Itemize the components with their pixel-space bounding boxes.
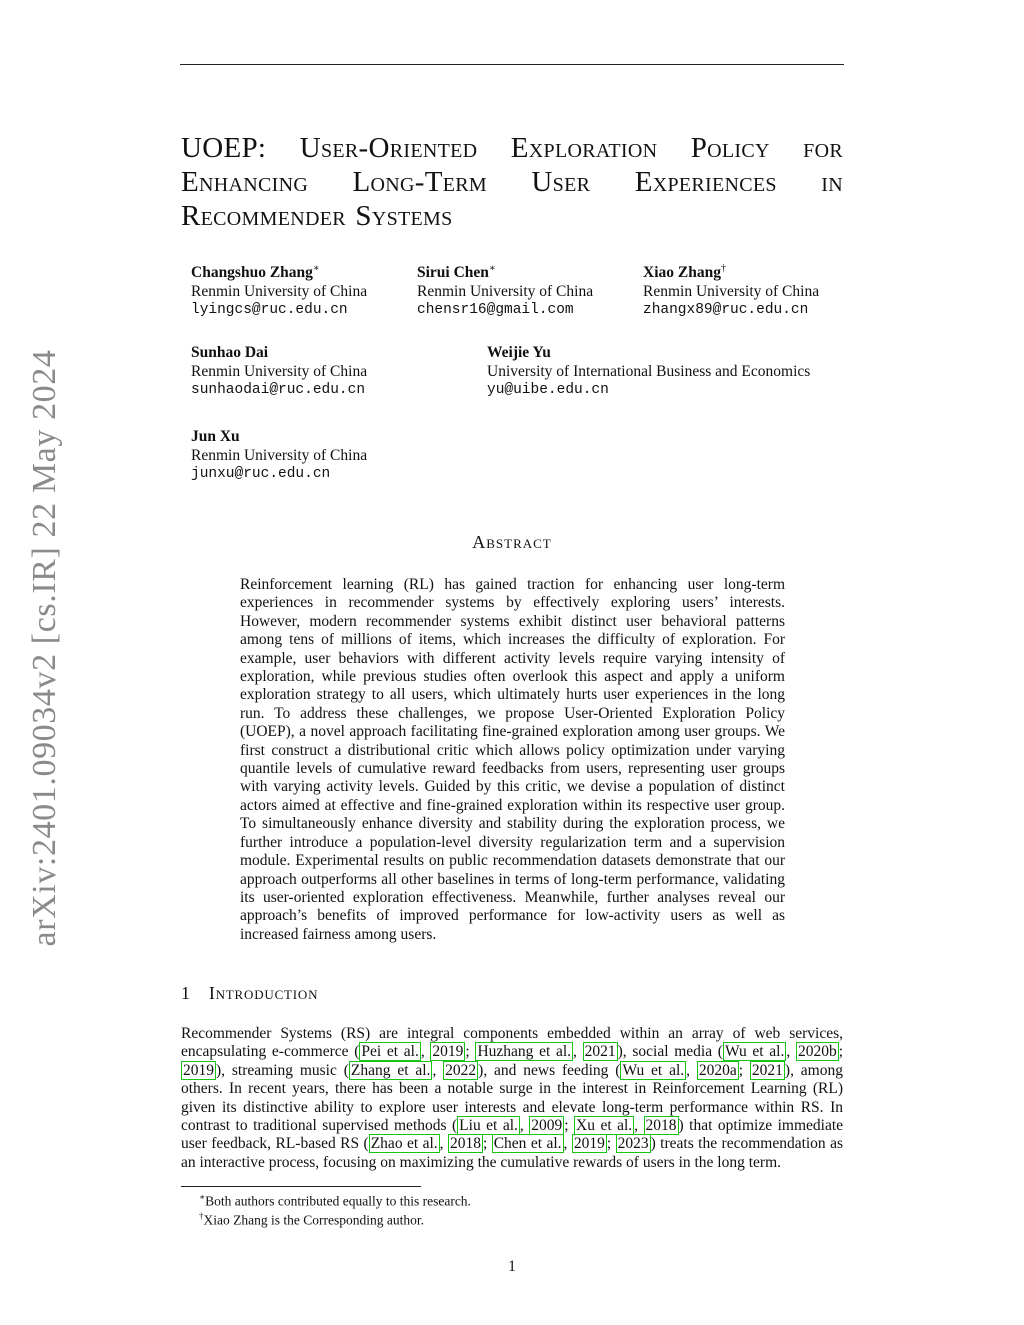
author-name: Xiao Zhang xyxy=(643,264,721,282)
body-text: ), streaming music ( xyxy=(216,1061,349,1079)
author-email[interactable]: chensr16@gmail.com xyxy=(417,302,574,319)
abstract-text: Reinforcement learning (RL) has gained traction for enhancing user long-term experiences in recommender systems by effectively exploring users’ interests. However, modern recommender systems exhibit distinct user behavioral patterns among tens of millions of items, which increases the difficulty of exploration. For example, user behaviors with different activity levels require varying intensity of exploration, while previous studies often overlook this aspect and apply a uniform exploration strategy to all users, which ultimately hurts user experiences in the long run. To address these challenges, we propose User-Oriented Exploration Policy (UOEP), a novel approach facilitating fine-grained exploration among user groups. We first construct a distributional critic which allows policy optimization under varying quantile levels of cumulative reward feedbacks from users, representing user groups with varying activity levels. Guided by this critic, we devise a population of distinct actors aimed at effective and fine-grained exploration within its respective user group. To simultaneously enhance diversity and stability during the exploration process, we further introduce a population-level diversity regularization term and a supervision module. Experimental results on public recommendation datasets demonstrate that our approach outperforms all other baselines in terms of long-term performance, validating its user-oriented exploration effectiveness. Meanwhile, further analyses reveal our approach’s benefits of improved performance for low-activity users as well as increased fairness among users. xyxy=(240,576,785,943)
section-number: 1 xyxy=(181,983,191,1003)
author-block xyxy=(191,343,367,400)
body-text: ; xyxy=(606,1135,616,1153)
body-text: ; xyxy=(564,1117,575,1135)
author-affiliation: Renmin University of China xyxy=(191,283,368,301)
author-block xyxy=(417,259,593,320)
citation-link[interactable]: 2021 xyxy=(751,1061,783,1079)
citation-link[interactable]: 2009 xyxy=(531,1117,563,1135)
author-mark: ∗ xyxy=(488,263,496,274)
citation-link[interactable]: 2019 xyxy=(183,1061,214,1079)
abstract-heading: Abstract xyxy=(472,532,552,552)
citation-link[interactable]: 2021 xyxy=(584,1043,616,1061)
body-text: Recommender Systems (RS) are integral components embedded within an array of web services, encapsulating e-commerce ( xyxy=(181,1025,843,1061)
citation-link[interactable]: Xu et al. xyxy=(576,1117,633,1135)
citation-link[interactable]: 2018 xyxy=(645,1117,677,1135)
author-email[interactable]: yu@uibe.edu.cn xyxy=(487,382,609,398)
footnote-rule xyxy=(181,1186,421,1187)
citation-link[interactable]: Huzhang et al. xyxy=(477,1043,572,1061)
citation-link[interactable]: 2022 xyxy=(445,1061,477,1079)
citation-link[interactable]: Zhao et al. xyxy=(370,1135,438,1153)
body-text: ), social media ( xyxy=(617,1043,723,1061)
citation-link[interactable]: 2020a xyxy=(698,1061,737,1079)
footnote-text: Xiao Zhang is the Corresponding author. xyxy=(203,1212,424,1228)
author-mark: ∗ xyxy=(312,263,320,274)
citation-link[interactable]: 2023 xyxy=(617,1135,649,1153)
author-email[interactable]: sunhaodai@ruc.edu.cn xyxy=(191,382,366,398)
author-name: Sirui Chen xyxy=(417,264,489,282)
body-text: ; xyxy=(465,1043,476,1061)
author-email[interactable]: zhangx89@ruc.edu.cn xyxy=(643,302,809,319)
body-text: ) that optimize immediate user feedback, RL-based RS ( xyxy=(181,1117,844,1153)
paper-title xyxy=(181,131,843,233)
citation-link[interactable]: Liu et al. xyxy=(459,1117,518,1135)
footnote xyxy=(199,1208,424,1229)
author-name: Sunhao Dai xyxy=(191,344,269,361)
author-block xyxy=(643,259,819,320)
body-text: ), among others. In recent years, there has been a notable surge in the interest in Reinforcement Learning (RL) given its distinctive ability to explore user interests and elevate long-term performance within RS. In contrast to traditional supervised methods ( xyxy=(181,1061,843,1135)
title-line-3: Recommender Systems xyxy=(181,200,453,232)
title-line-1: UOEP: User-Oriented Exploration Policy for xyxy=(181,132,843,164)
footnote xyxy=(199,1189,471,1210)
footnote-mark: ∗ xyxy=(199,1192,206,1202)
body-text: ; xyxy=(838,1043,844,1061)
top-rule xyxy=(180,64,844,65)
page-number: 1 xyxy=(508,1258,516,1275)
citation-link[interactable]: Pei et al. xyxy=(361,1043,419,1061)
footnote-mark: † xyxy=(199,1211,204,1221)
section-heading-introduction xyxy=(181,983,318,1004)
footnote-text: Both authors contributed equally to this research. xyxy=(205,1193,471,1209)
citation-link[interactable]: 2019 xyxy=(573,1135,605,1153)
author-affiliation: Renmin University of China xyxy=(417,283,594,301)
arxiv-identifier-text[interactable]: arXiv:2401.09034v2 [cs.IR] 22 May 2024 xyxy=(26,349,63,947)
author-block xyxy=(487,343,810,400)
body-text: ; xyxy=(738,1061,750,1079)
citation-link[interactable]: 2019 xyxy=(432,1043,464,1061)
citation-link[interactable]: 2020b xyxy=(797,1043,837,1061)
author-affiliation: Renmin University of China xyxy=(191,447,368,464)
citation-link[interactable]: 2018 xyxy=(449,1135,481,1153)
body-text: ) treats the recommendation as an interactive process, focusing on maximizing the cumulative rewards of users in the long term. xyxy=(181,1135,844,1171)
author-block xyxy=(191,427,367,484)
citation-link[interactable]: Chen et al. xyxy=(493,1135,562,1153)
body-text: ; xyxy=(482,1135,492,1153)
author-name: Jun Xu xyxy=(191,428,240,445)
introduction-paragraph: Recommender Systems (RS) are integral components embedded within an array of web services, encapsulating e-commerce ( Pei et al. , 2019 ; Huzhang et al. , 2021 ), social media ( Wu et al. , 2020b ; 2019 ), streaming music ( Zhang et al. , 2022 ), and news feeding ( Wu et al. , 2020a ; 2021 ), among others. In recent years, there has been a notable surge in the interest in Reinforcement Learning (RL) given its distinctive ability to explore user interests and elevate long-term performance within RS. In contrast to traditional supervised methods ( Liu et al. , 2009 ; Xu et al. , 2018 ) that optimize immediate user feedback, RL-based RS ( Zhao et al. , 2018 ; Chen et al. , 2019 ; 2023 ) treats the recommendation as an interactive process, focusing on maximizing the cumulative rewards of users in the long term. xyxy=(181,1025,844,1171)
author-block xyxy=(191,259,367,320)
author-name: Changshuo Zhang xyxy=(191,264,313,282)
section-title: Introduction xyxy=(208,983,319,1003)
body-text: ), and news feeding ( xyxy=(478,1061,621,1079)
author-affiliation: Renmin University of China xyxy=(191,363,368,380)
citation-link[interactable]: Wu et al. xyxy=(724,1043,785,1061)
author-email[interactable]: junxu@ruc.edu.cn xyxy=(191,466,331,482)
citation-link[interactable]: Zhang et al. xyxy=(350,1061,431,1079)
citation-link[interactable]: Wu et al. xyxy=(622,1061,685,1079)
author-affiliation: University of International Business and Economics xyxy=(487,363,811,380)
author-name: Weijie Yu xyxy=(487,344,551,361)
author-email[interactable]: lyingcs@ruc.edu.cn xyxy=(191,302,348,319)
author-affiliation: Renmin University of China xyxy=(643,283,820,301)
title-line-2: Enhancing Long-Term User Experiences in xyxy=(181,166,843,198)
author-mark: † xyxy=(720,263,726,274)
